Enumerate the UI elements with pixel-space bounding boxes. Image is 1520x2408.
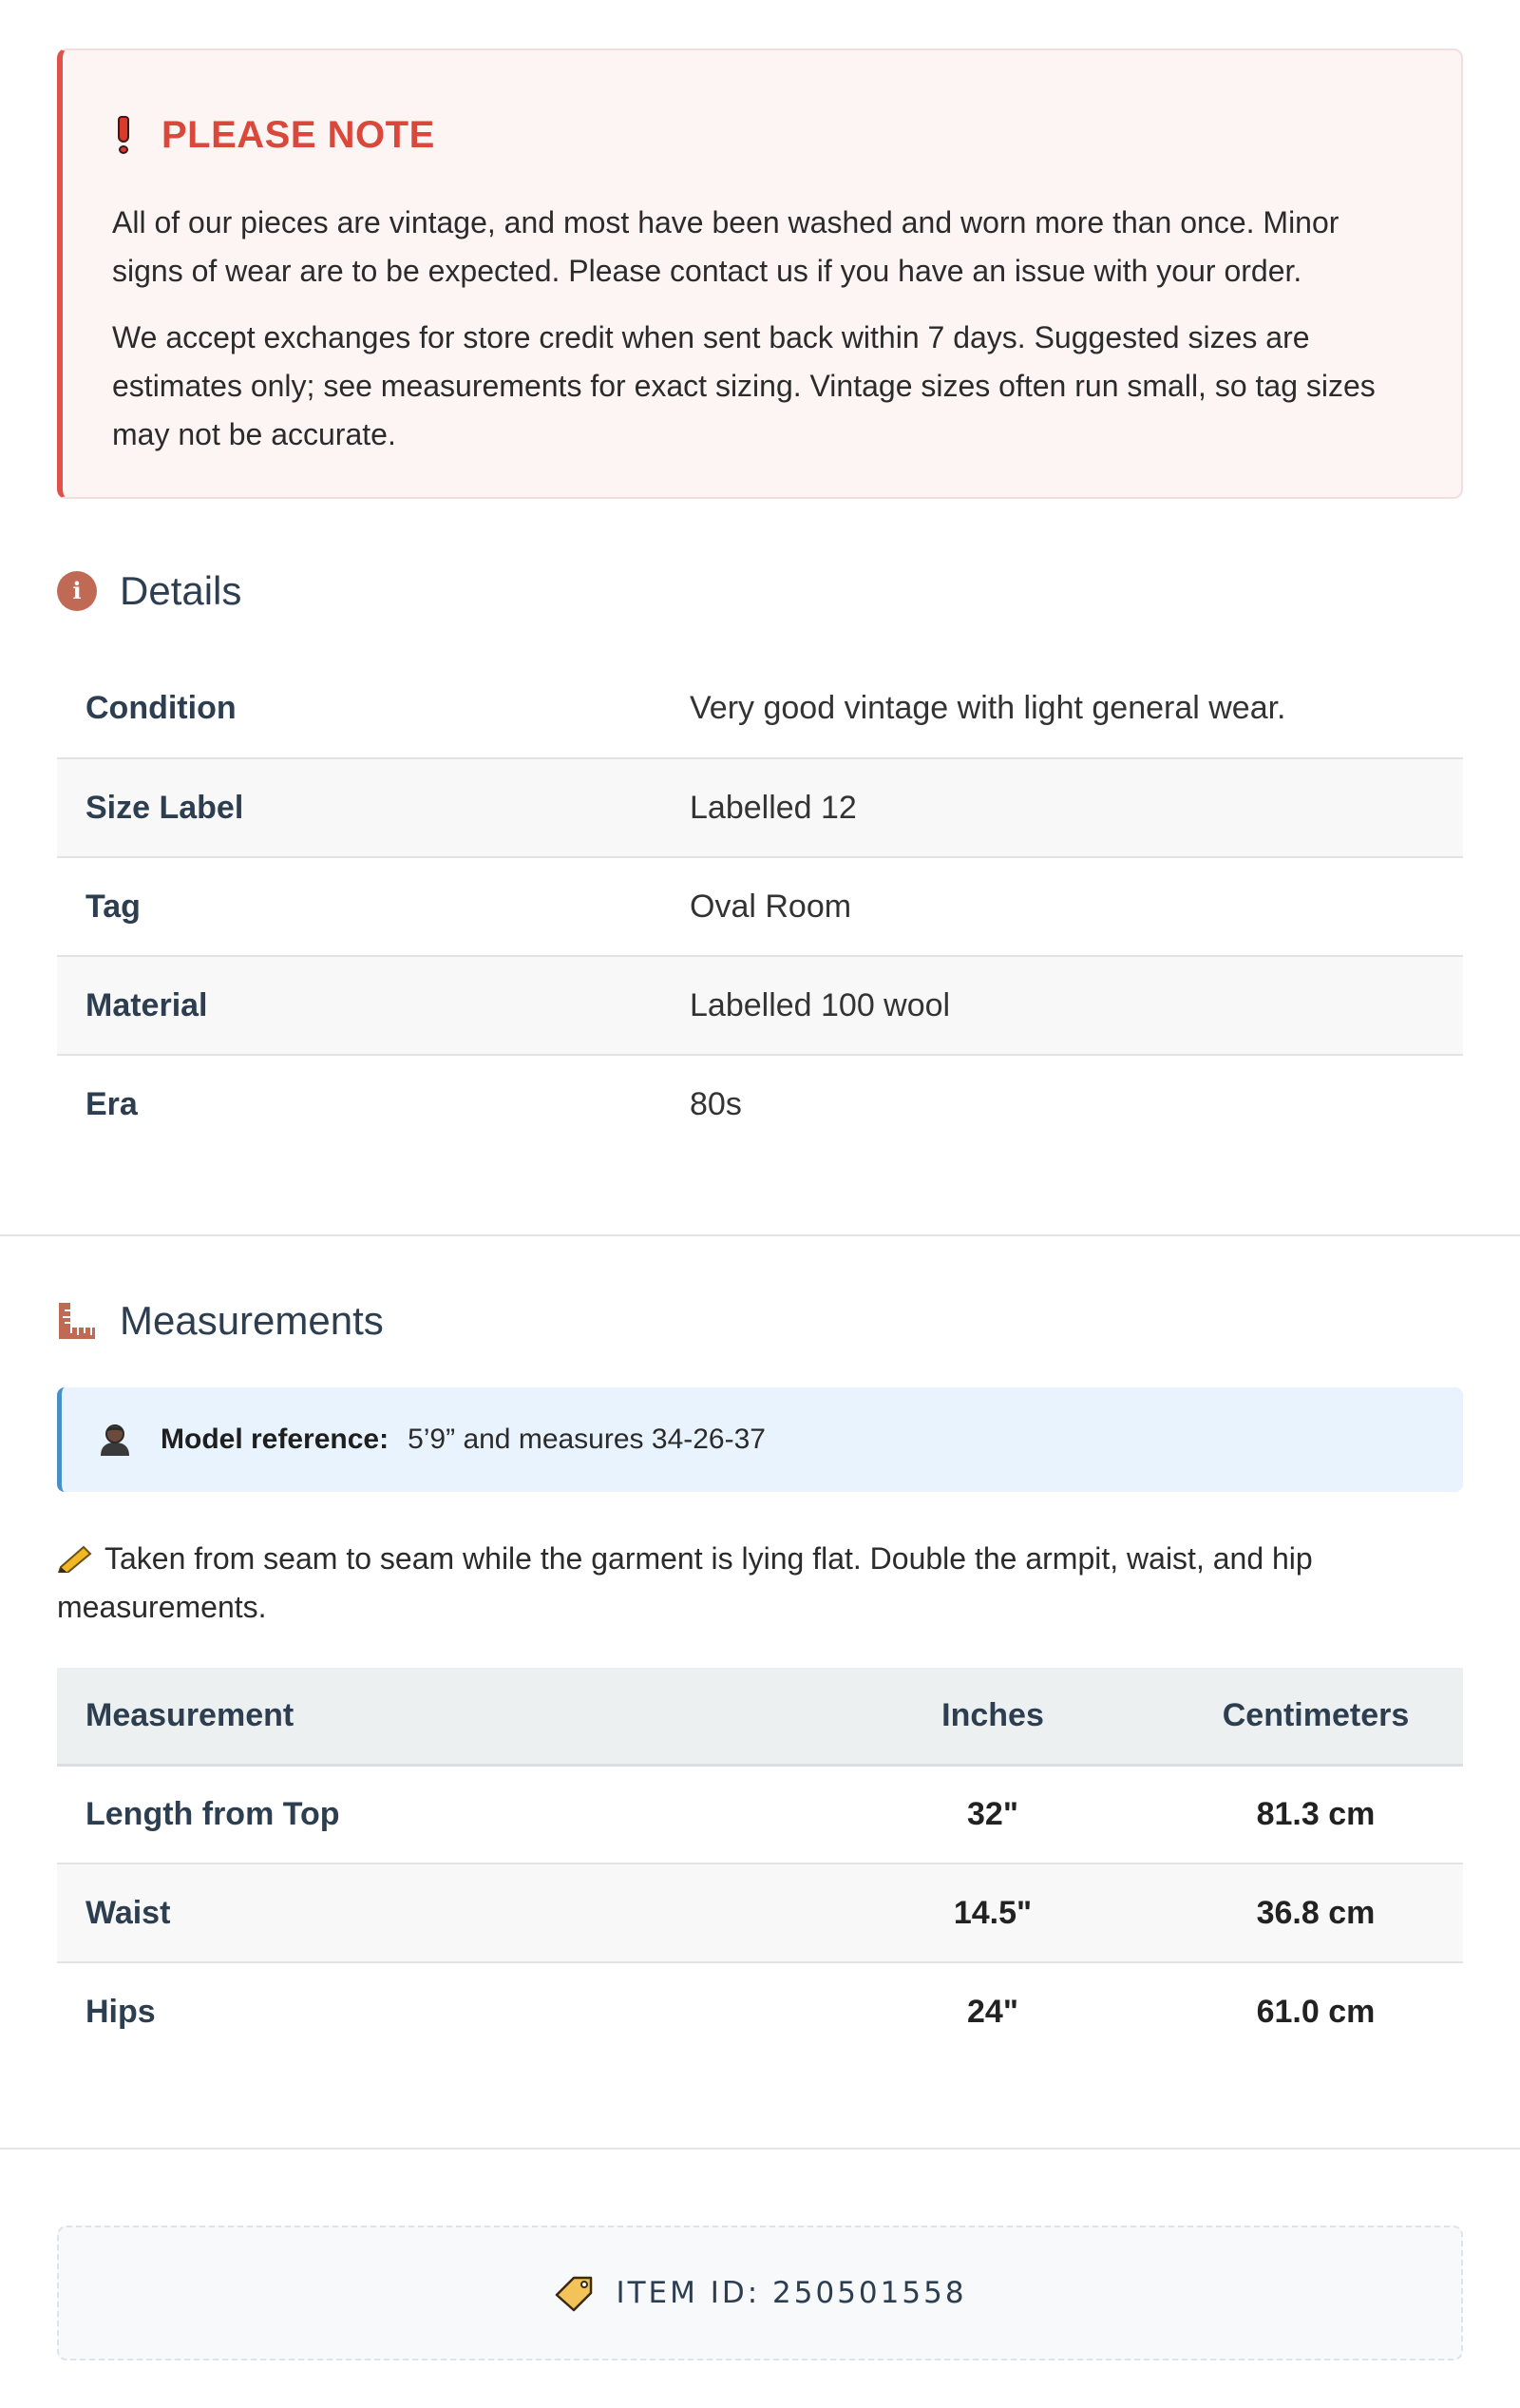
detail-label: Era bbox=[86, 1086, 138, 1122]
detail-label: Tag bbox=[86, 888, 141, 925]
notice-paragraph-2: We accept exchanges for store credit when sent back within 7 days. Suggested sizes are estimates only; see measurements for exact sizing. Vintage sizes often run small, so tag sizes may not be accurate. bbox=[112, 320, 1376, 451]
ruler-icon bbox=[57, 1301, 97, 1341]
measurement-name: Waist bbox=[86, 1894, 171, 1931]
detail-label: Material bbox=[86, 986, 208, 1023]
item-id-text: ITEM ID: 250501558 bbox=[616, 2276, 967, 2310]
item-id-box bbox=[57, 2226, 1463, 2360]
details-table bbox=[57, 659, 1463, 1154]
measurements-table bbox=[57, 1668, 1463, 2061]
measurement-cm: 36.8 cm bbox=[1256, 1894, 1376, 1931]
model-reference-box bbox=[57, 1387, 1463, 1492]
please-note-title: PLEASE NOTE bbox=[162, 113, 435, 156]
details-title: Details bbox=[120, 568, 242, 613]
pencil-icon bbox=[57, 1538, 95, 1567]
measurement-name: Length from Top bbox=[86, 1795, 340, 1832]
exclamation-icon bbox=[118, 116, 129, 154]
table-row bbox=[57, 659, 1463, 758]
instructions-text: Taken from seam to seam while the garment is lying flat. Double the armpit, waist, and hip measurements. bbox=[57, 1541, 1313, 1624]
table-header-row bbox=[57, 1668, 1463, 1765]
table-row bbox=[57, 956, 1463, 1055]
measurements-header bbox=[57, 1292, 1463, 1349]
please-note-header bbox=[112, 107, 1410, 162]
person-icon bbox=[98, 1423, 132, 1457]
detail-label: Size Label bbox=[86, 789, 244, 826]
table-row bbox=[57, 1863, 1463, 1962]
detail-value: Oval Room bbox=[690, 888, 852, 925]
measurement-cm: 81.3 cm bbox=[1256, 1795, 1376, 1832]
measurements-title: Measurements bbox=[120, 1298, 384, 1343]
detail-label: Condition bbox=[86, 690, 237, 726]
detail-value: Labelled 100 wool bbox=[690, 986, 951, 1023]
notice-paragraph-1: All of our pieces are vintage, and most have been washed and worn more than once. Minor signs of wear are to be expected. Please contact us if you have an issue with your order. bbox=[112, 205, 1340, 288]
column-header-inches: Inches bbox=[941, 1696, 1044, 1733]
section-divider bbox=[0, 2148, 1520, 2150]
detail-value: 80s bbox=[690, 1086, 742, 1122]
measurement-inches: 14.5" bbox=[953, 1894, 1033, 1931]
model-reference-label: Model reference: bbox=[161, 1424, 390, 1455]
tag-icon bbox=[553, 2274, 595, 2312]
column-header-measurement: Measurement bbox=[86, 1696, 294, 1733]
table-row bbox=[57, 1765, 1463, 1863]
info-icon: i bbox=[57, 571, 97, 611]
section-divider bbox=[0, 1234, 1520, 1236]
measurement-cm: 61.0 cm bbox=[1256, 1994, 1376, 2030]
model-reference-value: 5’9” and measures 34-26-37 bbox=[408, 1424, 766, 1455]
table-row bbox=[57, 857, 1463, 956]
table-row bbox=[57, 1055, 1463, 1154]
details-header bbox=[57, 563, 1463, 620]
measurement-inches: 24" bbox=[967, 1994, 1018, 2030]
table-row bbox=[57, 758, 1463, 857]
please-note-box bbox=[57, 48, 1463, 499]
detail-value: Very good vintage with light general wear. bbox=[690, 690, 1286, 726]
measurement-inches: 32" bbox=[967, 1795, 1018, 1832]
detail-value: Labelled 12 bbox=[690, 789, 857, 826]
table-row bbox=[57, 1962, 1463, 2061]
column-header-centimeters: Centimeters bbox=[1222, 1696, 1410, 1733]
measurement-name: Hips bbox=[86, 1994, 156, 2030]
measurement-instructions bbox=[57, 1535, 1463, 1632]
